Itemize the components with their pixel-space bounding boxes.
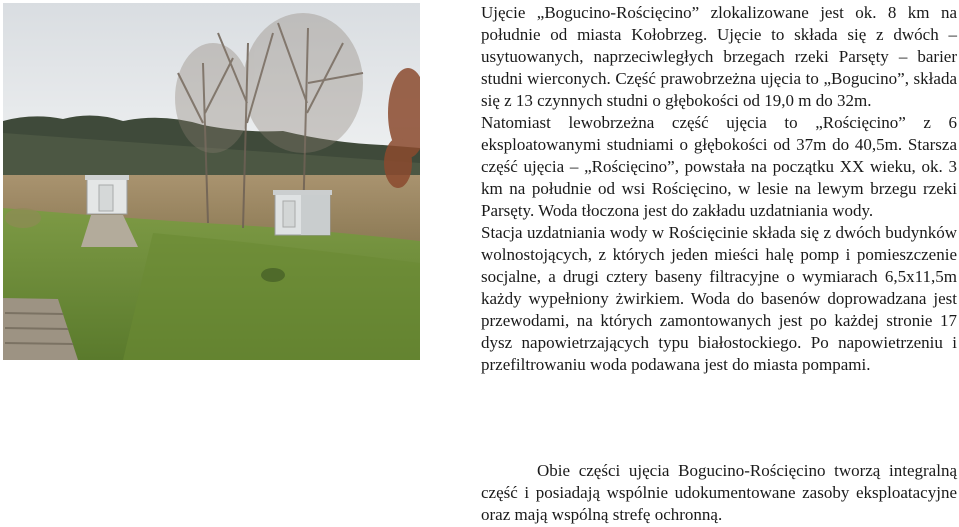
paragraph-treatment-station: Stacja uzdatniania wody w Rościęcinie składa się z dwóch budynków wolnostojących, z których jeden mieści halę pomp i pomieszczenie socjalne, a drugi cztery baseny filtracyjne o wymiarach 6,5x11,5m każdy wypełniony żwirkiem. Woda do basenów doprowadzana jest przewodami, na których zamontowanych jest po każdej stronie 17 dysz napowietrzających typu białostockiego. Po napowietrzeniu i przefiltrowaniu woda podawana jest do miasta pompami.	[481, 223, 957, 374]
paragraph-location: Ujęcie „Bogucino-Rościęcino” zlokalizowane jest ok. 8 km na południe od miasta Kołobrzeg. Ujęcie to składa się z dwóch – usytuowanych, naprzeciwległych brzegach rzeki Parsęty – barier studni wierconych. Część prawobrzeżna ujęcia to „Bogucino”, składa się z 13 czynnych studni o głębokości od 19,0 m do 32m.	[481, 3, 957, 110]
document-body	[481, 2, 957, 376]
paragraph-closing: Obie części ujęcia Bogucino-Rościęcino tworzą integralną część i posiadają wspólnie udokumentowane zasoby eksploatacyjne oraz mają wspólną strefę ochronną.	[481, 461, 957, 524]
paragraph-left-bank: Natomiast lewobrzeżna część ujęcia to „Rościęcino” z 6 eksploatowanymi studniami o głębokości od 37m do 40,5m. Starsza część ujęcia – „Rościęcino”, powstała na początku XX wieku, ok. 3 km na południe od wsi Rościęcino, w lesie na lewym brzegu rzeki Parsęty. Woda tłoczona jest do zakładu uzdatniania wody.	[481, 113, 957, 220]
well-site-photo	[3, 3, 420, 360]
landscape-photo-icon	[3, 3, 420, 360]
